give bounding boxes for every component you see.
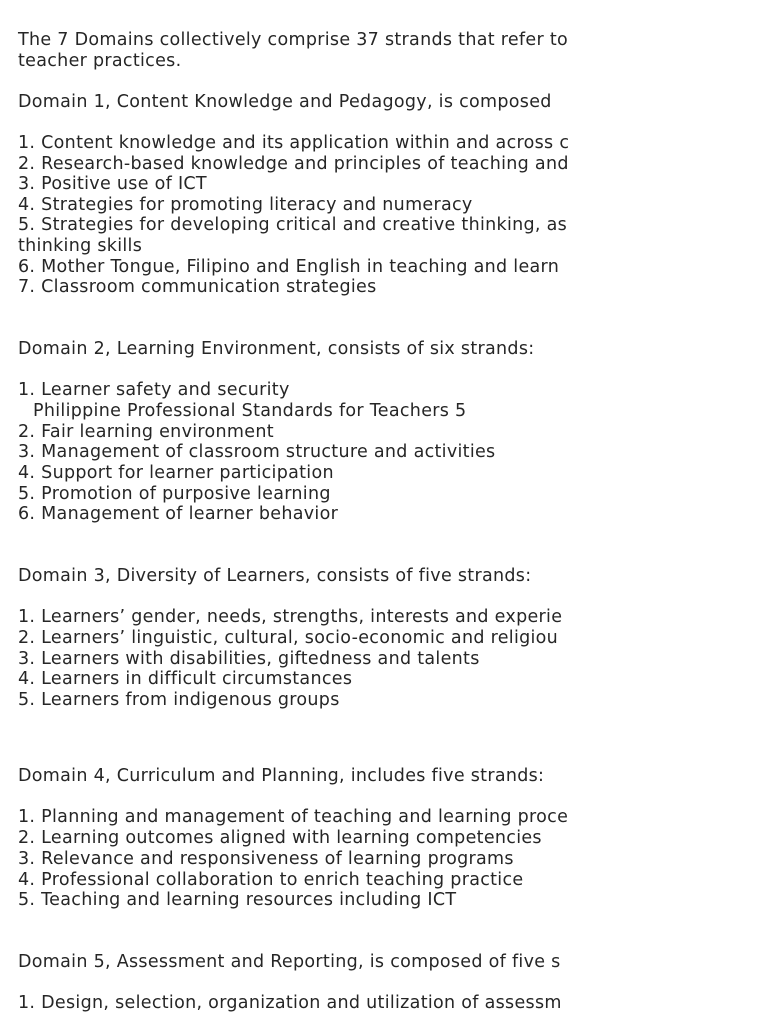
domain4-strand: 2. Learning outcomes aligned with learning competencies <box>18 828 542 848</box>
domain5-heading: Domain 5, Assessment and Reporting, is composed of five s <box>18 952 561 972</box>
intro-line: teacher practices. <box>18 51 182 71</box>
domain4-heading: Domain 4, Curriculum and Planning, includes five strands: <box>18 766 545 786</box>
domain3-strand: 3. Learners with disabilities, giftedness and talents <box>18 649 480 669</box>
domain5-strand: 1. Design, selection, organization and utilization of assessm <box>18 993 562 1013</box>
domain1-strand-continuation: thinking skills <box>18 236 143 256</box>
domain1-strand: 6. Mother Tongue, Filipino and English in teaching and learn <box>18 257 560 277</box>
domain1-heading: Domain 1, Content Knowledge and Pedagogy, is composed <box>18 92 552 112</box>
intro-line: The 7 Domains collectively comprise 37 strands that refer to <box>18 30 568 50</box>
domain4-strand: 4. Professional collaboration to enrich teaching practice <box>18 870 524 890</box>
domain2-strand: 2. Fair learning environment <box>18 422 274 442</box>
domain4-strand: 1. Planning and management of teaching and learning proce <box>18 807 569 827</box>
domain2-strand: 5. Promotion of purposive learning <box>18 484 331 504</box>
domain2-heading: Domain 2, Learning Environment, consists of six strands: <box>18 339 535 359</box>
domain3-strand: 1. Learners’ gender, needs, strengths, interests and experie <box>18 607 563 627</box>
domain2-strand: 4. Support for learner participation <box>18 463 334 483</box>
domain3-strand: 2. Learners’ linguistic, cultural, socio-economic and religiou <box>18 628 559 648</box>
domain3-strand: 4. Learners in difficult circumstances <box>18 669 353 689</box>
domain1-strand: 3. Positive use of ICT <box>18 174 207 194</box>
domain2-strand: 3. Management of classroom structure and activities <box>18 442 496 462</box>
domain1-strand: 7. Classroom communication strategies <box>18 277 377 297</box>
domain4-strand: 5. Teaching and learning resources including ICT <box>18 890 457 910</box>
page-footer-text: Philippine Professional Standards for Teachers 5 <box>33 401 467 421</box>
domain1-strand: 4. Strategies for promoting literacy and numeracy <box>18 195 473 215</box>
domain1-strand: 5. Strategies for developing critical and creative thinking, as <box>18 215 568 235</box>
domain4-strand: 3. Relevance and responsiveness of learning programs <box>18 849 514 869</box>
domain1-strand: 2. Research-based knowledge and principles of teaching and <box>18 154 569 174</box>
domain2-strand: 1. Learner safety and security <box>18 380 290 400</box>
domain2-strand: 6. Management of learner behavior <box>18 504 339 524</box>
domain1-strand: 1. Content knowledge and its application within and across c <box>18 133 570 153</box>
domain3-heading: Domain 3, Diversity of Learners, consists of five strands: <box>18 566 532 586</box>
domain3-strand: 5. Learners from indigenous groups <box>18 690 340 710</box>
